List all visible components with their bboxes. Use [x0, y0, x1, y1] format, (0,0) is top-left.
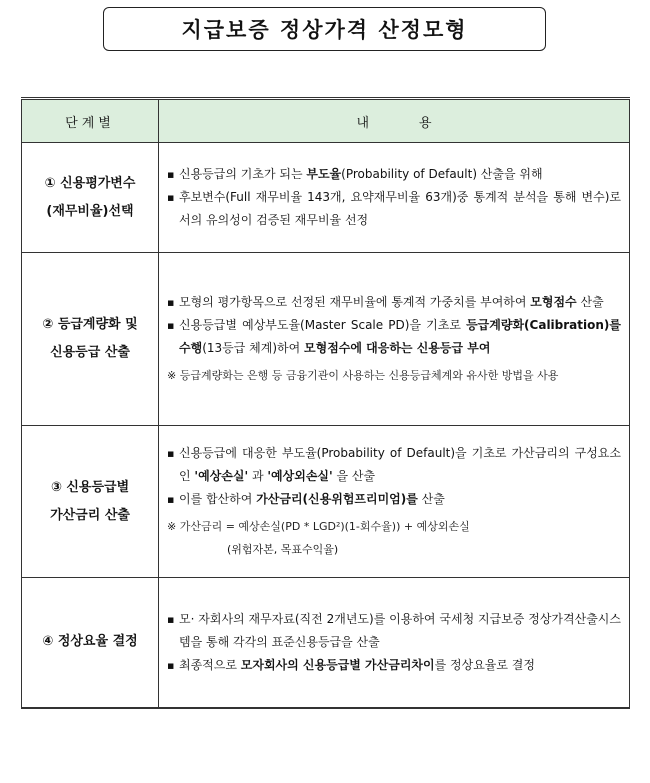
stage-cell	[22, 143, 159, 253]
text: 모· 자회사의 재무자료(직전 2개년도)를 이용하여 국세청 지급보증 정상가격산출시스템을 통해 각각의 표준신용등급을 산출	[179, 611, 621, 649]
list-item	[167, 654, 621, 677]
header-content-b: 용	[419, 115, 432, 131]
stage-line1: ② 등급계량화 및	[42, 317, 138, 332]
content-cell	[159, 253, 630, 426]
header-content-a: 내	[356, 115, 369, 131]
content-cell	[159, 578, 630, 708]
table-row	[22, 578, 630, 708]
stage-cell	[22, 578, 159, 708]
formula-note-cont: (위험자본, 목표수익율)	[227, 543, 339, 556]
bullet-icon: ▪	[167, 319, 175, 332]
stage-line2: (재무비율)선택	[46, 203, 134, 219]
text: (13등급 체계)하여	[202, 341, 305, 355]
list-item	[167, 488, 621, 511]
text: (Probability of Default) 산출을 위해	[341, 167, 543, 181]
text: 후보변수(Full 재무비율 143개, 요약재무비율 63개)중 통계적 분석을 통해 변수)로서의 유의성이 검증된 재무비율 선정	[179, 190, 621, 227]
bold-text: 모형점수	[530, 295, 577, 309]
footnote: ※ 등급계량화는 은행 등 금융기관이 사용하는 신용등급체계와 유사한 방법을 사용	[167, 369, 559, 382]
stage-cell	[22, 426, 159, 578]
bullet-icon: ▪	[167, 191, 175, 204]
stage-line2: 신용등급 산출	[50, 345, 130, 360]
text: 신용등급의 기초가 되는	[179, 167, 307, 181]
text: 모형의 평가항목으로 선정된 재무비율에 통계적 가중치를 부여하여	[179, 295, 531, 309]
bullet-icon: ▪	[167, 612, 175, 626]
bold-text: '예상외손실'	[267, 469, 333, 483]
list-item	[167, 608, 621, 654]
table-row	[22, 253, 630, 426]
bold-text: '예상손실'	[194, 469, 249, 483]
bold-text: 등급계량화(Calibration)를 수행	[179, 318, 621, 355]
text: 최종적으로	[179, 657, 241, 672]
stage-line1: ③ 신용등급별	[50, 479, 130, 495]
text: 산출	[417, 492, 445, 506]
text: 을 산출	[332, 469, 376, 483]
text: 신용등급별 예상부도율(Master Scale PD)을 기초로	[179, 318, 467, 332]
stage-line1: ① 신용평가변수	[44, 175, 136, 191]
bold-text: 모자회사의 신용등급별 가산금리차이	[240, 657, 435, 672]
bullet-icon: ▪	[167, 658, 175, 672]
bold-text: 부도율	[306, 167, 342, 181]
content-cell	[159, 426, 630, 578]
stage-line2: 가산금리 산출	[50, 507, 130, 523]
text: 이를 합산하여	[179, 492, 257, 506]
text: 신용등급에 대응한 부도율(Probability of Default)을 기초로 가산금리의 구성요소인	[179, 446, 621, 483]
bullet-icon: ▪	[167, 296, 175, 309]
stage-line1: ④ 정상요율 결정	[42, 634, 138, 650]
content-cell	[159, 143, 630, 253]
list-item	[167, 442, 621, 488]
bullet-icon: ▪	[167, 493, 175, 506]
list-item	[167, 163, 621, 186]
bullet-icon: ▪	[167, 447, 175, 460]
model-table	[21, 97, 630, 709]
stage-cell	[22, 253, 159, 426]
list-item	[167, 314, 621, 360]
text: 과	[248, 469, 268, 483]
formula-note: ※ 가산금리 = 예상손실(PD * LGD²)(1-회수율)) + 예상외손실	[167, 520, 470, 533]
table-row	[22, 426, 630, 578]
text: 를 정상요율로 결정	[434, 657, 535, 672]
header-stage: 단계별	[22, 99, 159, 143]
page-title: 지급보증 정상가격 산정모형	[103, 7, 546, 51]
bullet-icon: ▪	[167, 168, 175, 181]
header-content	[159, 99, 630, 143]
list-item	[167, 291, 621, 314]
text: 산출	[576, 295, 604, 309]
table-row	[22, 143, 630, 253]
list-item	[167, 186, 621, 232]
bold-text: 가산금리(신용위험프리미엄)를	[256, 492, 418, 506]
bold-text: 모형점수에 대응하는 신용등급 부여	[304, 341, 491, 355]
